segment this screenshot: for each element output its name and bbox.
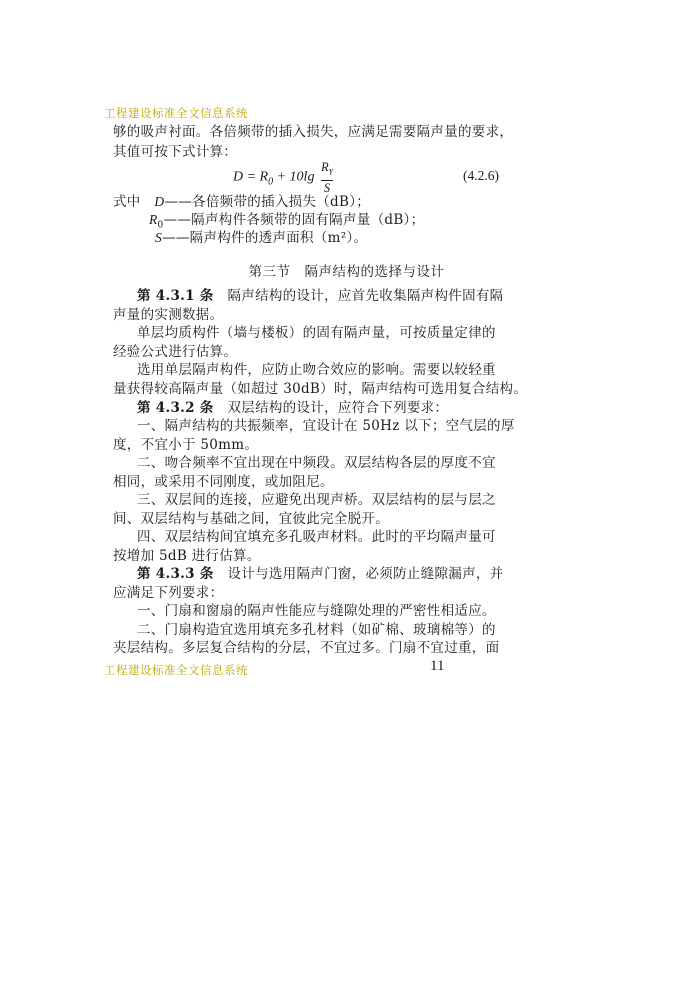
- clause-433-line-2: 应满足下列要求：: [113, 585, 224, 601]
- equation-number: (4.2.6): [463, 168, 499, 183]
- clause-432-item-3-line-1: 三、双层间的连接，应避免出现声桥。双层结构的层与层之: [137, 492, 496, 508]
- intro-line-1: 够的吸声衬面。各倍频带的插入损失，应满足需要隔声量的要求，: [113, 124, 514, 140]
- def-prefix: 式中: [113, 194, 141, 210]
- clause-431-p3-line-1: 选用单层隔声构件，应防止吻合效应的影响。需要以较轻重: [137, 362, 496, 378]
- clause-432-item-4-line-2: 按增加 5dB 进行估算。: [113, 548, 261, 564]
- def-r0-symbol: R: [149, 212, 158, 227]
- formula-numerator: $R_Y$: [321, 160, 333, 181]
- def-d: [113, 193, 573, 211]
- section-title: 第三节 隔声结构的选择与设计: [248, 264, 445, 280]
- clause-431-line-2: 声量的实测数据。: [113, 307, 224, 323]
- clause-433-label: 第 4.3.3 条: [137, 566, 214, 582]
- clause-433-item-1: 一、门扇和窗扇的隔声性能应与缝隙处理的严密性相适应。: [137, 603, 496, 619]
- clause-432-line-1: 第 4.3.2 条 双层结构的设计，应符合下列要求：: [137, 400, 449, 416]
- clause-433-item-2-line-2: 夹层结构。多层复合结构的分层，不宜过多。门扇不宜过重，面: [113, 640, 500, 656]
- formula: [233, 160, 334, 195]
- def-r0: $R_0——$隔声构件各频带的固有隔声量（dB）；: [149, 212, 425, 231]
- clause-433-line-1: 第 4.3.3 条 设计与选用隔声门窗，必须防止缝隙漏声，并: [137, 566, 504, 582]
- clause-431-p3-line-2: 量获得较高隔声量（如超过 30dB）时，隔声结构可选用复合结构。: [113, 381, 528, 397]
- intro-line-2: 其值可按下式计算：: [113, 144, 238, 160]
- clause-431-line-1: 第 4.3.1 条 隔声结构的设计，应首先收集隔声构件固有隔: [137, 288, 504, 304]
- clause-432-item-4-line-1: 四、双层结构间宜填充多孔吸声材料。此时的平均隔声量可: [137, 529, 496, 545]
- clause-432-item-3-line-2: 间、双层结构与基础之间，宜彼此完全脱开。: [113, 511, 389, 527]
- formula-denominator: S: [323, 180, 331, 195]
- clause-431-p2-line-1: 单层均质构件（墙与楼板）的固有隔声量，可按质量定律的: [137, 325, 496, 341]
- page-number: 11: [430, 658, 445, 674]
- def-s-text: ——隔声构件的透声面积（m²）。: [162, 230, 368, 246]
- def-s-symbol: S: [155, 230, 163, 245]
- clause-433-item-2-line-1: 二、门扇构造宜选用填充多孔材料（如矿棉、玻璃棉等）的: [137, 622, 496, 638]
- clause-432-item-1-line-1: 一、隔声结构的共振频率，宜设计在 50Hz 以下；空气层的厚: [137, 418, 515, 434]
- clause-432-item-1-line-2: 度，不宜小于 50mm。: [113, 437, 259, 453]
- watermark-top: 工程建设标准全文信息系统: [104, 106, 248, 120]
- formula-sub0: 0: [268, 176, 274, 188]
- formula-rest: + 10lg: [273, 169, 315, 185]
- clause-432-label: 第 4.3.2 条: [137, 400, 214, 416]
- def-d-symbol: D: [154, 194, 165, 209]
- clause-431-p2-line-2: 经验公式进行估算。: [113, 344, 238, 360]
- clause-432-item-2-line-1: 二、吻合频率不宜出现在中频段。双层结构各层的厚度不宜: [137, 455, 496, 471]
- clause-431-label: 第 4.3.1 条: [137, 288, 214, 304]
- clause-432-item-2-line-2: 相同，或采用不同刚度，或加阻尼。: [113, 474, 334, 490]
- def-s: [155, 229, 615, 247]
- def-r0-text: ——隔声构件各频带的固有隔声量（dB）；: [163, 212, 425, 228]
- def-d-text: ——各倍频带的插入损失（dB）；: [164, 194, 371, 210]
- formula-fraction: [321, 160, 333, 195]
- watermark-bottom: 工程建设标准全文信息系统: [104, 663, 248, 677]
- formula-lhs: D = R: [233, 169, 269, 185]
